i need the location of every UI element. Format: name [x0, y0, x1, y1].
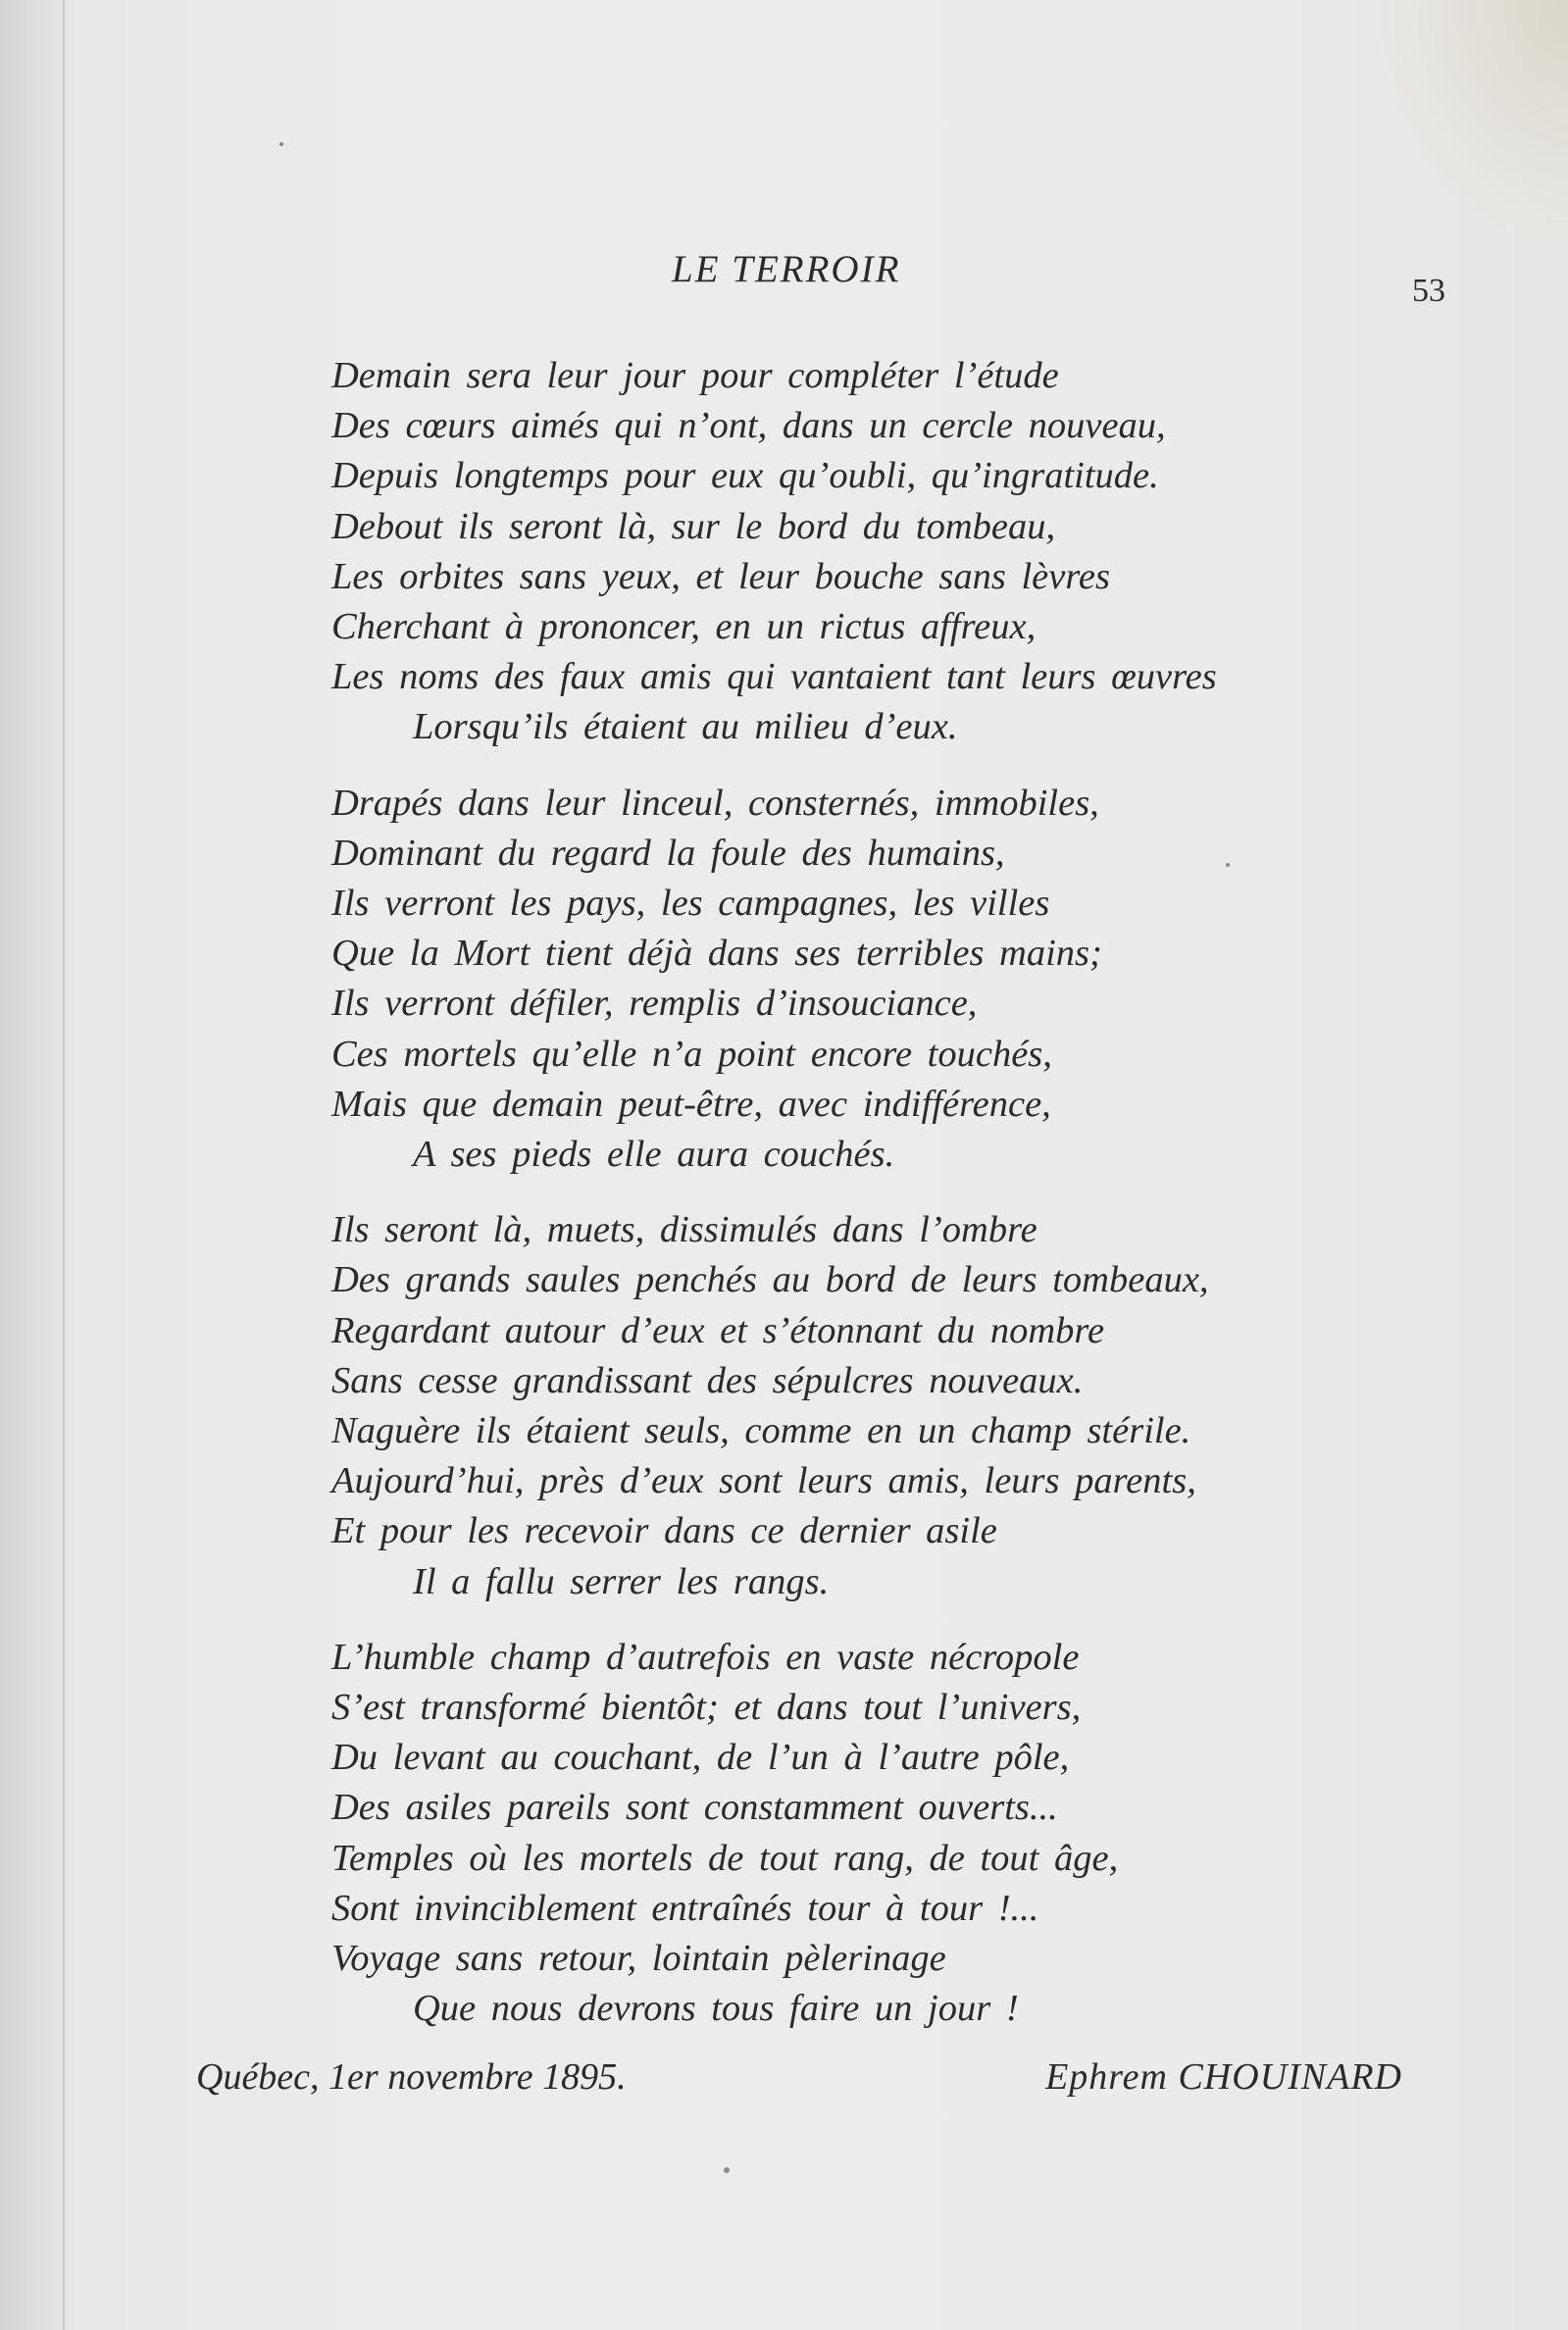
verse-line: Voyage sans retour, lointain pèlerinage	[331, 1938, 946, 1980]
stanza-1	[331, 351, 1351, 753]
verse-line: Demain sera leur jour pour compléter l’étude	[331, 355, 1059, 396]
place-date: Québec, 1er novembre 1895.	[196, 2056, 627, 2098]
gutter-shadow	[63, 0, 65, 2330]
verse-line: Que la Mort tient déjà dans ses terribles mains;	[331, 933, 1102, 975]
verse-line: Du levant au couchant, de l’un à l’autre pôle,	[331, 1737, 1070, 1779]
paper-speck	[724, 2167, 730, 2173]
verse-line-indented: Lorsqu’ils étaient au milieu d’eux.	[413, 706, 958, 748]
verse-line-indented: A ses pieds elle aura couchés.	[413, 1134, 895, 1176]
verse-line: Debout ils seront là, sur le bord du tombeau,	[331, 505, 1056, 547]
stanza-4	[331, 1633, 1351, 2035]
verse-line: L’humble champ d’autrefois en vaste nécropole	[331, 1636, 1080, 1678]
verse-line: Ils verront les pays, les campagnes, les villes	[331, 883, 1050, 925]
verse-line: Depuis longtemps pour eux qu’oubli, qu’ingratitude.	[331, 455, 1159, 497]
verse-line: Dominant du regard la foule des humains,	[331, 832, 1005, 874]
stanza-2	[331, 779, 1351, 1181]
verse-line: Sans cesse grandissant des sépulcres nouveaux.	[331, 1359, 1084, 1401]
verse-line: Des grands saules penchés au bord de leurs tombeaux,	[331, 1259, 1209, 1301]
verse-line: Drapés dans leur linceul, consternés, immobiles,	[331, 782, 1099, 824]
verse-line: Les orbites sans yeux, et leur bouche sans lèvres	[331, 555, 1110, 597]
verse-line: Des cœurs aimés qui n’ont, dans un cercle nouveau,	[331, 405, 1166, 447]
paper-stain	[1382, 0, 1568, 226]
verse-line-indented: Que nous devrons tous faire un jour !	[413, 1988, 1019, 2030]
verse-line: S’est transformé bientôt; et dans tout l’univers,	[331, 1687, 1082, 1729]
verse-line-indented: Il a fallu serrer les rangs.	[413, 1560, 830, 1602]
paper-speck	[1226, 863, 1230, 867]
poem	[331, 351, 1351, 2060]
verse-line: Temples où les mortels de tout rang, de tout âge,	[331, 1837, 1119, 1879]
verse-line: Mais que demain peut-être, avec indifférence,	[331, 1083, 1051, 1125]
verse-line: Des asiles pareils sont constamment ouverts...	[331, 1787, 1058, 1829]
verse-line: Aujourd’hui, près d’eux sont leurs amis, leurs parents,	[331, 1460, 1196, 1502]
verse-line: Ils verront défiler, remplis d’insouciance,	[331, 983, 978, 1025]
verse-line: Regardant autour d’eux et s’étonnant du nombre	[331, 1309, 1105, 1351]
verse-line: Et pour les recevoir dans ce dernier asile	[331, 1510, 997, 1552]
verse-line: Cherchant à prononcer, en un rictus affreux,	[331, 606, 1037, 648]
verse-line: Naguère ils étaient seuls, comme en un champ stérile.	[331, 1410, 1191, 1452]
verse-line: Ces mortels qu’elle n’a point encore touchés,	[331, 1033, 1052, 1075]
stanza-3	[331, 1205, 1351, 1607]
verse-line: Sont invinciblement entraînés tour à tour !...	[331, 1887, 1039, 1929]
page-number: 53	[1412, 273, 1445, 309]
verse-line: Les noms des faux amis qui vantaient tant leurs œuvres	[331, 656, 1217, 698]
running-title: LE TERROIR	[672, 248, 901, 290]
author-name: Ephrem CHOUINARD	[1045, 2056, 1402, 2098]
verse-line: Ils seront là, muets, dissimulés dans l’ombre	[331, 1209, 1037, 1251]
paper-speck	[279, 142, 283, 146]
